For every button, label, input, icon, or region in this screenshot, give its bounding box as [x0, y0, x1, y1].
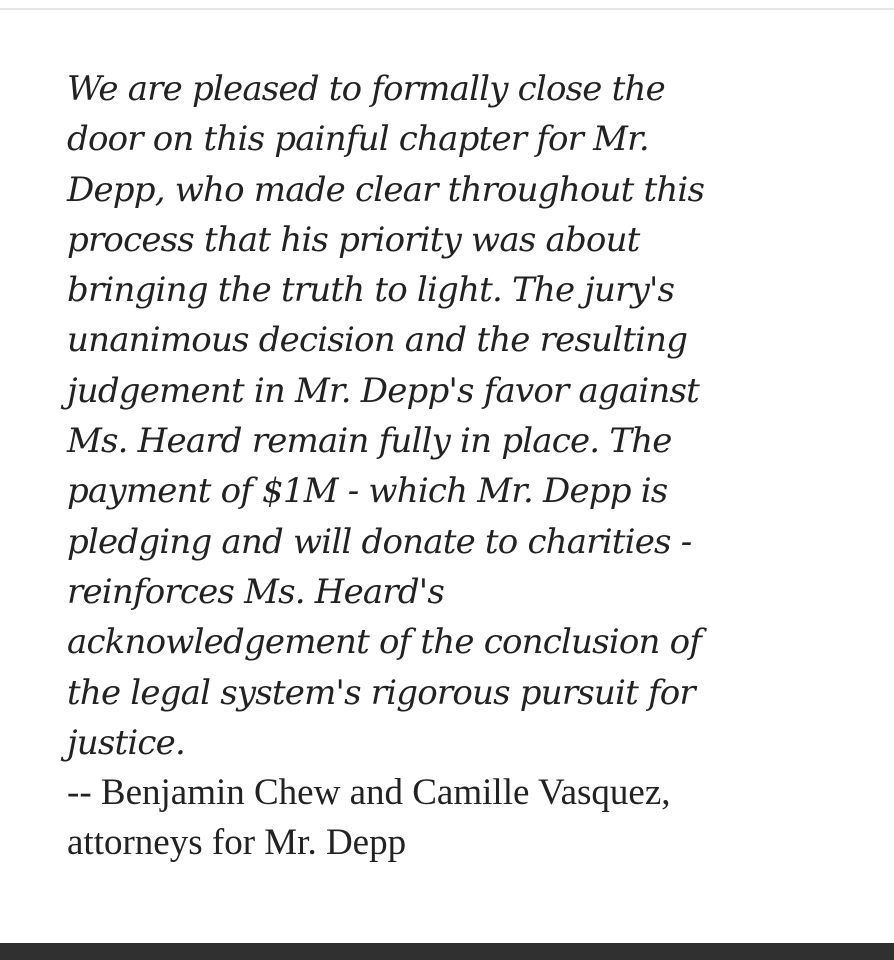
- statement-quote: We are pleased to formally close the door on this painful chapter for Mr. Depp, who made clear throughout this process that his priority was about bringing the truth to light. The jury's unanimous decision and the resulting judgement in Mr. Depp's favor against Ms. Heard remain fully in place. The payment of $1M - which Mr. Depp is pledging and will donate to charities - reinforces Ms. Heard's acknowledgement of the conclusion of the legal system's rigorous pursuit for justice.: [67, 69, 705, 763]
- statement-attribution: -- Benjamin Chew and Camille Vasquez, attorneys for Mr. Depp: [67, 772, 671, 864]
- bottom-bar: [0, 943, 894, 960]
- statement-block: [67, 64, 857, 869]
- top-divider: [0, 8, 894, 10]
